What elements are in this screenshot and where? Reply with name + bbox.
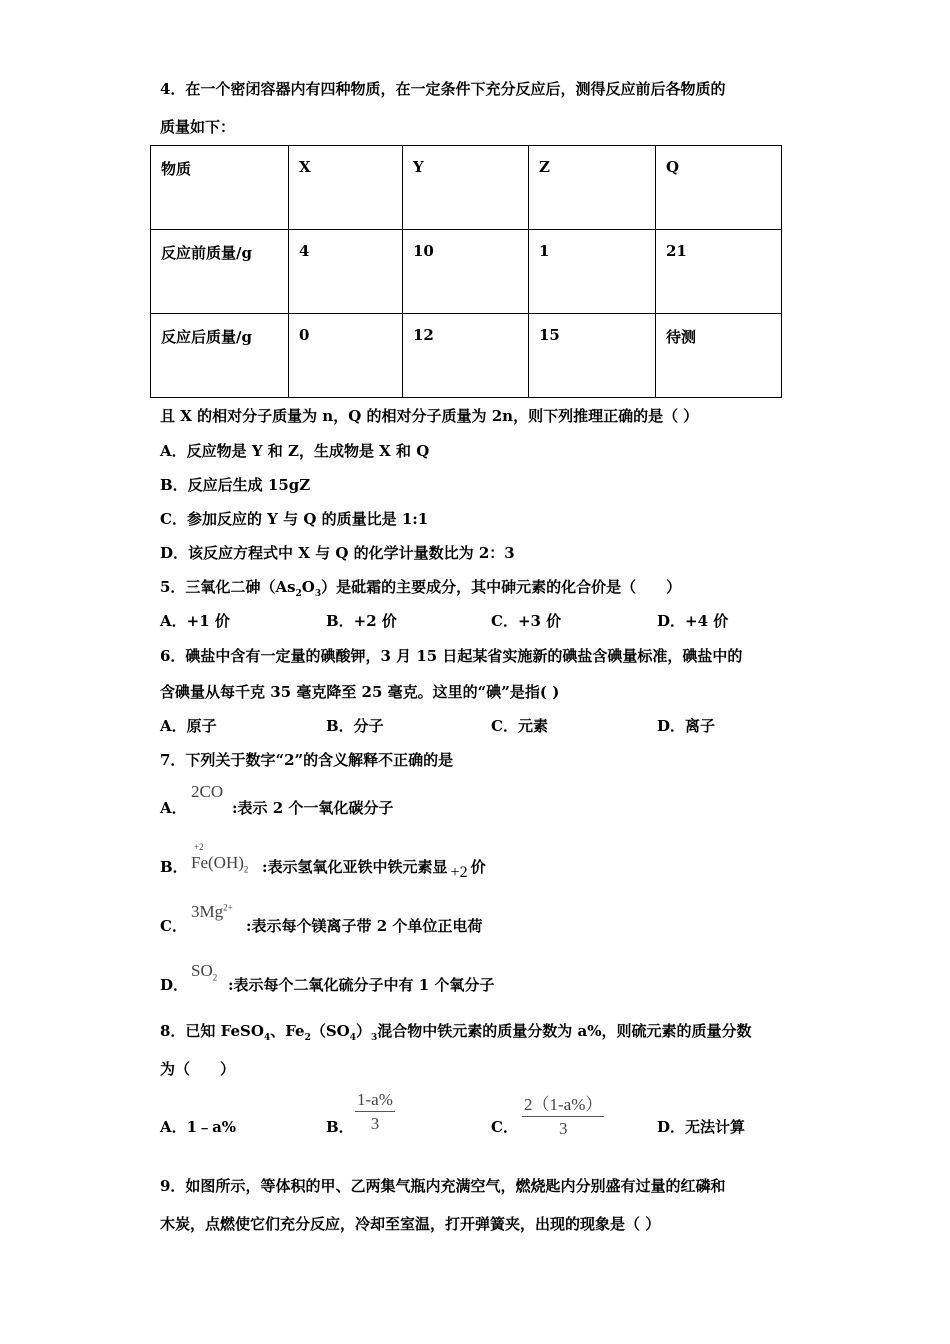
q8-text: 8．已知 FeSO [160,1022,264,1040]
q4-stem-line2: 质量如下： [160,118,236,136]
q7-option-a-label: A． [160,799,187,817]
mass-table [150,145,782,398]
q8-text: （SO [310,1022,350,1040]
q7-stem: 7．下列关于数字“2”的含义解释不正确的是 [160,751,454,769]
q7-c-sup: 2+ [223,902,233,913]
q5-option-c: C．+3 价 [491,612,562,630]
q5-option-d: D．+4 价 [657,612,729,630]
table-cell: 10 [403,230,529,314]
q8-text: 混合物中铁元素的质量分数为 a%，则硫元素的质量分数 [377,1022,752,1040]
table-row [151,230,782,314]
q8-stem-line2: 为（ ） [160,1060,236,1078]
q5-sub: 3 [314,589,322,599]
q7-b-formula [191,853,248,874]
table-cell: 反应前质量/g [151,230,289,314]
table-row [151,314,782,398]
q8-text: 、Fe [270,1022,305,1040]
q8-c-numerator: 2（1-a%） [522,1090,604,1117]
q7-c-formula-main: 3Mg [191,902,224,921]
q7-c-formula [191,902,233,922]
q8-sub: 2 [304,1033,311,1043]
q7-option-b-label: B． [160,858,188,876]
q7-a-text: :表示 2 个一氧化碳分子 [232,799,394,817]
q4-option-a: A．反应物是 Y 和 Z，生成物是 X 和 Q [160,442,430,460]
q7-b-sub: 2 [243,864,249,875]
table-cell: 21 [656,230,782,314]
q8-option-c-fraction [522,1090,604,1139]
table-header-row [151,146,782,230]
q8-option-b-label: B． [326,1118,354,1136]
table-cell: Y [403,146,529,230]
table-cell: 1 [529,230,656,314]
q7-d-sub: 2 [212,972,218,983]
q5-stem-post: ）是砒霜的主要成分，其中砷元素的化合价是（ ） [321,578,682,596]
q7-d-formula-main: SO [191,961,213,980]
q5-stem-pre: 5．三氧化二砷（As [160,578,296,596]
q8-b-denominator: 3 [370,1114,380,1133]
q7-b-value: +2 [450,864,468,881]
table-cell: 15 [529,314,656,398]
q8-b-numerator: 1-a% [355,1090,395,1112]
q6-stem-line2: 含碘量从每千克 35 毫克降至 25 毫克。这里的“碘”是指( ) [160,683,560,701]
q4-option-d: D．该反应方程式中 X 与 Q 的化学计量数比为 2：3 [160,544,515,562]
q6-option-c: C．元素 [491,717,548,735]
q5-option-a: A．+1 价 [160,612,230,630]
q7-d-text: :表示每个二氧化硫分子中有 1 个氧分子 [228,976,495,994]
q4-option-c: C．参加反应的 Y 与 Q 的质量比是 1:1 [160,510,429,528]
q7-c-text: :表示每个镁离子带 2 个单位正电荷 [246,917,483,935]
q8-option-a: A．1﹣a% [160,1118,237,1136]
table-cell: Z [529,146,656,230]
table-cell: X [289,146,403,230]
q8-sub: 4 [349,1033,357,1043]
q6-stem-line1: 6．碘盐中含有一定量的碘酸钾，3 月 15 日起某省实施新的碘盐含碘量标准，碘盐中的 [160,647,743,665]
table-cell: 反应后质量/g [151,314,289,398]
q7-b-charge: +2 [194,842,204,852]
q9-stem-line1: 9．如图所示，等体积的甲、乙两集气瓶内充满空气，燃烧匙内分别盛有过量的红磷和 [160,1177,726,1195]
q7-b-formula-main: Fe(OH) [191,853,244,872]
q7-option-c-label: C． [160,917,187,935]
q5-stem-mid: O [301,578,315,596]
q8-text: ） [356,1022,372,1040]
q8-c-denominator: 3 [558,1119,568,1138]
table-cell: 物质 [151,146,289,230]
q8-option-b-fraction [355,1090,395,1134]
q8-sub: 4 [263,1033,271,1043]
q5-stem [160,576,681,599]
q5-sub: 2 [295,589,302,599]
q8-stem-line1 [160,1020,752,1043]
q7-b-desc: :表示氢氧化亚铁中铁元素显 [262,858,448,876]
q7-b-text [262,856,486,881]
table-cell: 4 [289,230,403,314]
q9-stem-line2: 木炭，点燃使它们充分反应，冷却至室温，打开弹簧夹，出现的现象是（ ） [160,1215,661,1233]
q4-stem-line1: 4．在一个密闭容器内有四种物质，在一定条件下充分反应后，测得反应前后各物质的 [160,80,726,98]
q8-option-d: D．无法计算 [657,1118,746,1136]
q7-a-formula: 2CO [191,782,224,801]
q6-option-b: B．分子 [326,717,384,735]
q6-option-d: D．离子 [657,717,716,735]
q8-sub: 3 [371,1033,378,1043]
q7-option-d-label: D． [160,976,189,994]
q4-question: 且 X 的相对分子质量为 n，Q 的相对分子质量为 2n，则下列推理正确的是（ ） [160,407,699,425]
q4-option-b: B．反应后生成 15gZ [160,476,311,494]
q8-option-c-label: C． [491,1118,518,1136]
q7-d-formula [191,961,217,982]
table-cell: Q [656,146,782,230]
table-cell: 待测 [656,314,782,398]
table-cell: 0 [289,314,403,398]
q6-option-a: A．原子 [160,717,217,735]
table-cell: 12 [403,314,529,398]
q5-option-b: B．+2 价 [326,612,397,630]
q7-b-tail: 价 [470,858,486,876]
